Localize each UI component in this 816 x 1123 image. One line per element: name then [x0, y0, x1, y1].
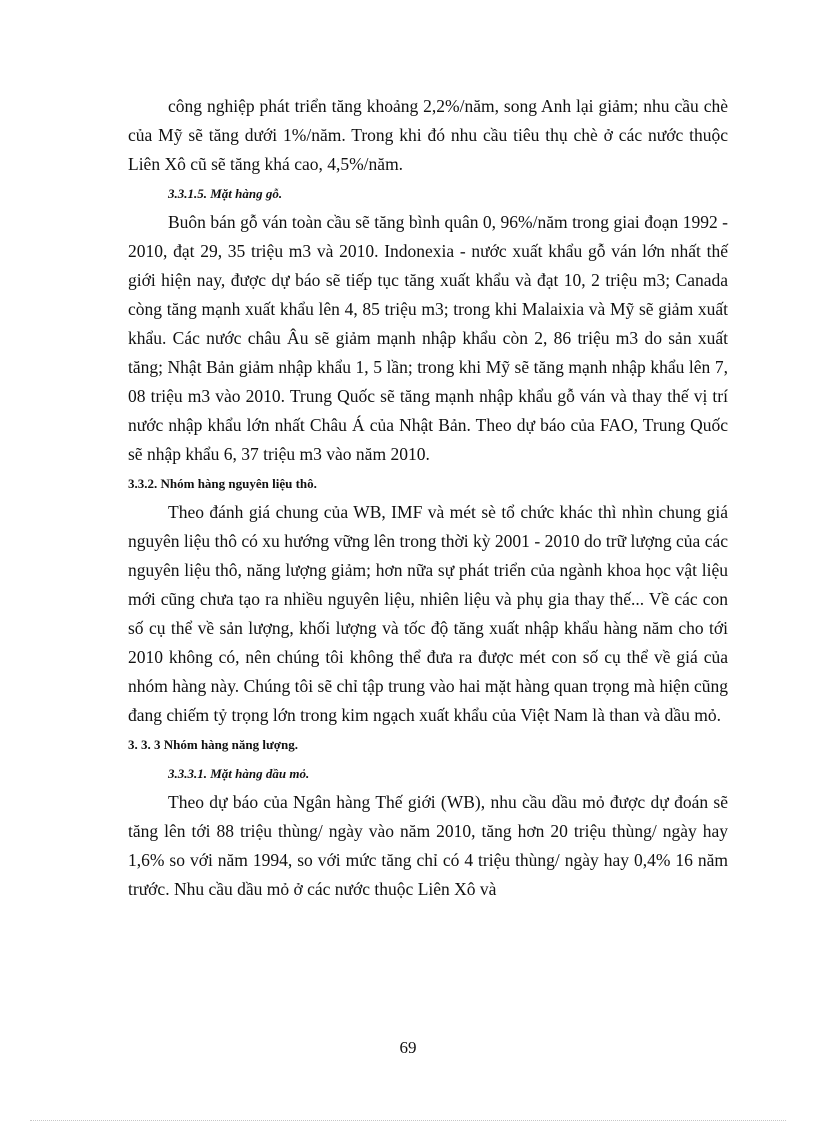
- oil-subheading: 3.3.3.1. Mặt hàng dầu mỏ.: [168, 766, 310, 781]
- raw-materials-paragraph: Theo đánh giá chung của WB, IMF và mét sè tổ chức khác thì nhìn chung giá nguyên liệu thô có xu hướng vững lên trong thời kỳ 2001 - 2010 do trữ lượng của các nguyên liệu thô, năng lượng giảm; hơn nữa sự phát triển của ngành khoa học vật liệu mới cũng chưa tạo ra nhiều nguyên liệu, nhiên liệu và phụ gia thay thế... Về các con số cụ thể về sản lượng, khối lượng và tốc độ tăng xuất nhập khẩu hàng năm cho tới 2010 không có, nên chúng tôi không thể đưa ra được mét con số cụ thể về giá của nhóm hàng này. Chúng tôi sẽ chỉ tập trung vào hai mặt hàng quan trọng mà hiện cũng đang chiếm tỷ trọng lớn trong kim ngạch xuất khẩu của Việt Nam là than và dầu mỏ.: [128, 502, 728, 725]
- wood-section-paragraph: Buôn bán gỗ ván toàn cầu sẽ tăng bình quân 0, 96%/năm trong giai đoạn 1992 - 2010, đạt 29, 35 triệu m3 và 2010. Indonexia - nước xuất khẩu gỗ ván lớn nhất thế giới hiện nay, được dự báo sẽ tiếp tục tăng xuất khẩu và đạt 10, 2 triệu m3; Canada còng tăng mạnh xuất khẩu lên 4, 85 triệu m3; trong khi Malaixia và Mỹ sẽ giảm xuất khẩu. Các nước châu Âu sẽ giảm mạnh nhập khẩu còn 2, 86 triệu m3 do sản xuất tăng; Nhật Bản giảm nhập khẩu 1, 5 lần; trong khi Mỹ sẽ tăng mạnh nhập khẩu lên 7, 08 triệu m3 vào 2010. Trung Quốc sẽ tăng mạnh nhập khẩu gỗ ván và thay thế vị trí nước nhập khẩu lớn nhất Châu Á của Nhật Bản. Theo dự báo của FAO, Trung Quốc sẽ nhập khẩu 6, 37 triệu m3 vào năm 2010.: [128, 212, 728, 464]
- energy-heading: 3. 3. 3 Nhóm hàng năng lượng.: [128, 737, 298, 752]
- document-body: [128, 92, 728, 904]
- oil-paragraph: Theo dự báo của Ngân hàng Thế giới (WB), nhu cầu dầu mỏ được dự đoán sẽ tăng lên tới 88 triệu thùng/ ngày vào năm 2010, tăng hơn 20 triệu thùng/ ngày hay 1,6% so với năm 1994, so với mức tăng chỉ có 4 triệu thùng/ ngày hay 0,4% 16 năm trước. Nhu cầu dầu mỏ ở các nước thuộc Liên Xô và: [128, 792, 728, 899]
- intro-paragraph: công nghiệp phát triển tăng khoảng 2,2%/năm, song Anh lại giảm; nhu cầu chè của Mỹ sẽ tăng dưới 1%/năm. Trong khi đó nhu cầu tiêu thụ chè ở các nước thuộc Liên Xô cũ sẽ tăng khá cao, 4,5%/năm.: [128, 96, 728, 174]
- wood-section-heading: 3.3.1.5. Mặt hàng gỗ.: [168, 186, 283, 201]
- page-bottom-divider: [30, 1120, 786, 1121]
- raw-materials-heading: 3.3.2. Nhóm hàng nguyên liệu thô.: [128, 476, 317, 491]
- page-number: 69: [399, 1038, 417, 1057]
